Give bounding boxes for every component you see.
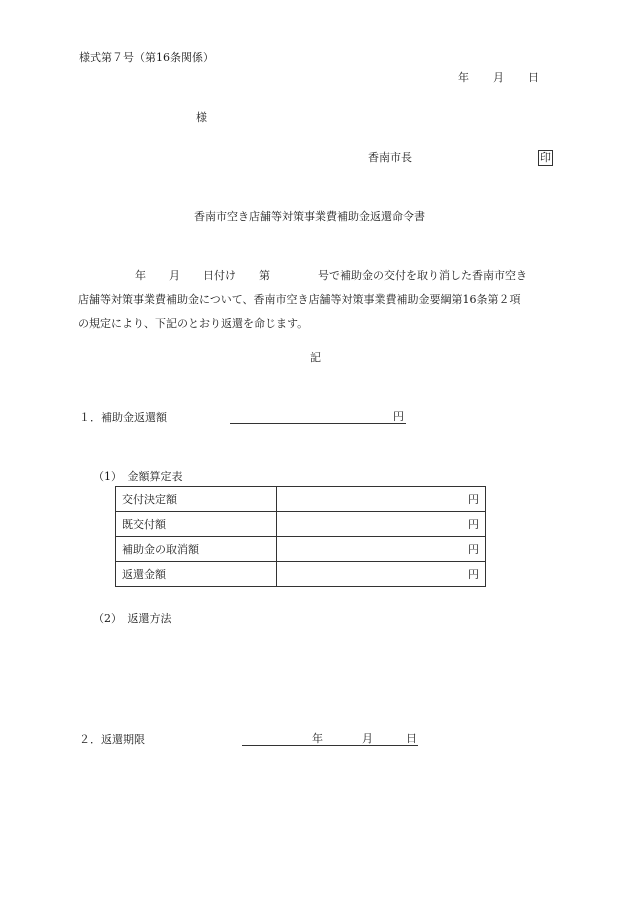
refund-amount-field (230, 410, 406, 424)
body-line-3: の規定により、下記のとおり返還を命じます。 (78, 317, 309, 330)
section-1-label: １．補助金返還額 (79, 411, 167, 424)
body-year: 年 (135, 269, 146, 282)
body-dated: 日付け (203, 269, 236, 282)
deadline-year: 年 (312, 732, 323, 745)
document-title: 香南市空き店舗等対策事業費補助金返還命令書 (194, 210, 425, 223)
date-day: 日 (528, 71, 539, 84)
row-label: 既交付額 (116, 512, 277, 537)
table-row (116, 562, 486, 587)
deadline-day: 日 (406, 732, 417, 745)
row-label: 補助金の取消額 (116, 537, 277, 562)
date-month: 月 (493, 71, 504, 84)
body-line-1 (78, 264, 548, 288)
seal-mark (538, 150, 553, 166)
body-line-1-rest: 号で補助金の交付を取り消した香南市空き (318, 269, 527, 282)
sub-2-label: （2） 返還方法 (93, 612, 172, 625)
deadline-field (242, 732, 418, 746)
row-unit: 円 (277, 537, 486, 562)
section-2-label: ２．返還期限 (79, 733, 145, 746)
row-unit: 円 (277, 512, 486, 537)
date-year: 年 (458, 71, 469, 84)
table-row (116, 537, 486, 562)
deadline-month: 月 (362, 732, 373, 745)
date-line (458, 72, 539, 83)
body-line-2: 店舗等対策事業費補助金について、香南市空き店舗等対策事業費補助金要綱第16条第２項 (78, 293, 521, 306)
issuer-name: 香南市長 (368, 151, 412, 164)
row-unit: 円 (277, 562, 486, 587)
row-label: 返還金額 (116, 562, 277, 587)
row-unit: 円 (277, 487, 486, 512)
addressee-suffix: 様 (196, 111, 207, 124)
amount-calculation-table (115, 486, 486, 587)
body-month: 月 (169, 269, 180, 282)
sub-1-label: （1） 金額算定表 (93, 470, 183, 483)
body-number-prefix: 第 (259, 269, 270, 282)
seal-text: 印 (540, 151, 551, 164)
ki-heading: 記 (310, 351, 321, 364)
row-label: 交付決定額 (116, 487, 277, 512)
body-paragraph (78, 264, 548, 336)
table-row (116, 487, 486, 512)
refund-amount-unit: 円 (393, 410, 404, 423)
form-number: 様式第７号（第16条関係） (79, 51, 214, 64)
table-row (116, 512, 486, 537)
